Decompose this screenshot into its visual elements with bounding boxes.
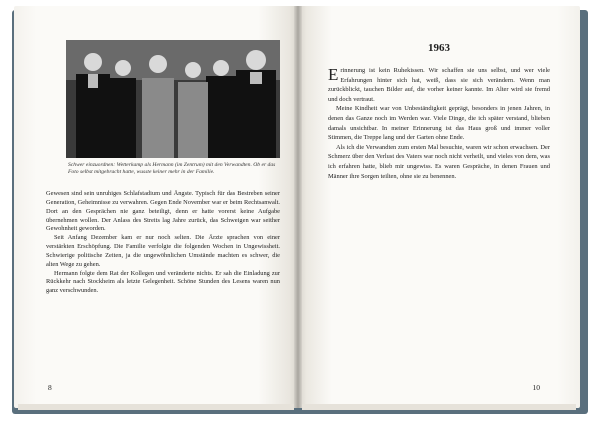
left-body-text (46, 190, 280, 296)
right-page (298, 6, 580, 408)
right-paragraph-1-text: rinnerung ist kein Ruhekissen. Wir schaffen sie uns selbst, und wer viele Erfahrungen hinter sich hat, weiß, dass sie sich verändern. Wenn man zurückblickt, tauchen Bilder auf, die vorher keiner kannte. Im Alter wird sie fremd und doch vertraut. (328, 67, 550, 103)
book-spine (294, 6, 302, 408)
right-body-text (328, 66, 550, 181)
right-paragraph-3: Als ich die Verwandten zum ersten Mal besuchte, waren wir schon erwachsen. Der Schmerz über den Verlust des Vaters war noch nicht verheilt, und vieles von dem, was ich erfahren hatte, blieb mir ungewiss. Es waren Gespräche, in denen Frauen und Männer ihre Sorgen teilten, ohne sie zu benennen. (328, 143, 550, 180)
left-page (14, 6, 298, 408)
group-photograph (66, 40, 280, 158)
photo-caption: Schwer einzuordnen: Wetterkamp als Hermann (im Zentrum) mit den Verwandten. Ob er das Foto selbst mitgebracht hatte, wusste keiner mehr in der Familie. (68, 162, 276, 176)
left-paragraph-2: Seit Anfang Dezember kam er nur noch selten. Die Ärzte sprachen von einer verstärkten Erschöpfung. Die Familie verfolgte die folgenden Wochen in Ungewissheit. Schwierige politische Zeiten, ja die ungewöhnlichen Umstände machten es schwer, die alten Wege zu gehen. (46, 234, 280, 268)
left-page-edge (18, 404, 294, 410)
left-page-number: 8 (48, 383, 52, 392)
drop-cap: E (328, 65, 339, 84)
right-page-edge (302, 404, 576, 410)
left-paragraph-1: Gewesen sind sein unruhiges Schlafstadium und Ängste. Typisch für das Bestreben seiner Generation, Geheimnisse zu verwahren. Gegen Ende November war er beim Rechtsanwalt. Dort an den Gesprächen nie ganz beteiligt, denn er hatte vorerst keine Aufgabe übernehmen wollen. Der Anlass des Streits lag Jahre zurück, das Schweigen war seither Gewohnheit geworden. (46, 190, 280, 233)
right-paragraph-2: Meine Kindheit war von Unbeständigkeit geprägt, besonders in jenen Jahren, in denen das Ganze noch im Werden war. Viele Dinge, die ich später verstand, blieben damals unsichtbar. In meiner Erinnerung ist das Haus groß und immer voller Stimmen, die Treppe lang und der Garten ohne Ende. (328, 105, 550, 142)
right-paragraph-1 (328, 66, 550, 104)
right-page-number: 10 (532, 383, 540, 392)
chapter-title: 1963 (428, 42, 450, 54)
open-book (8, 6, 592, 418)
left-paragraph-3: Hermann folgte dem Rat der Kollegen und veränderte nichts. Er sah die Einladung zur Rückkehr nach Stockheim als letzte Gelegenheit. Schöne Stunden des Lesens waren nun ganz verschwunden. (46, 269, 280, 295)
